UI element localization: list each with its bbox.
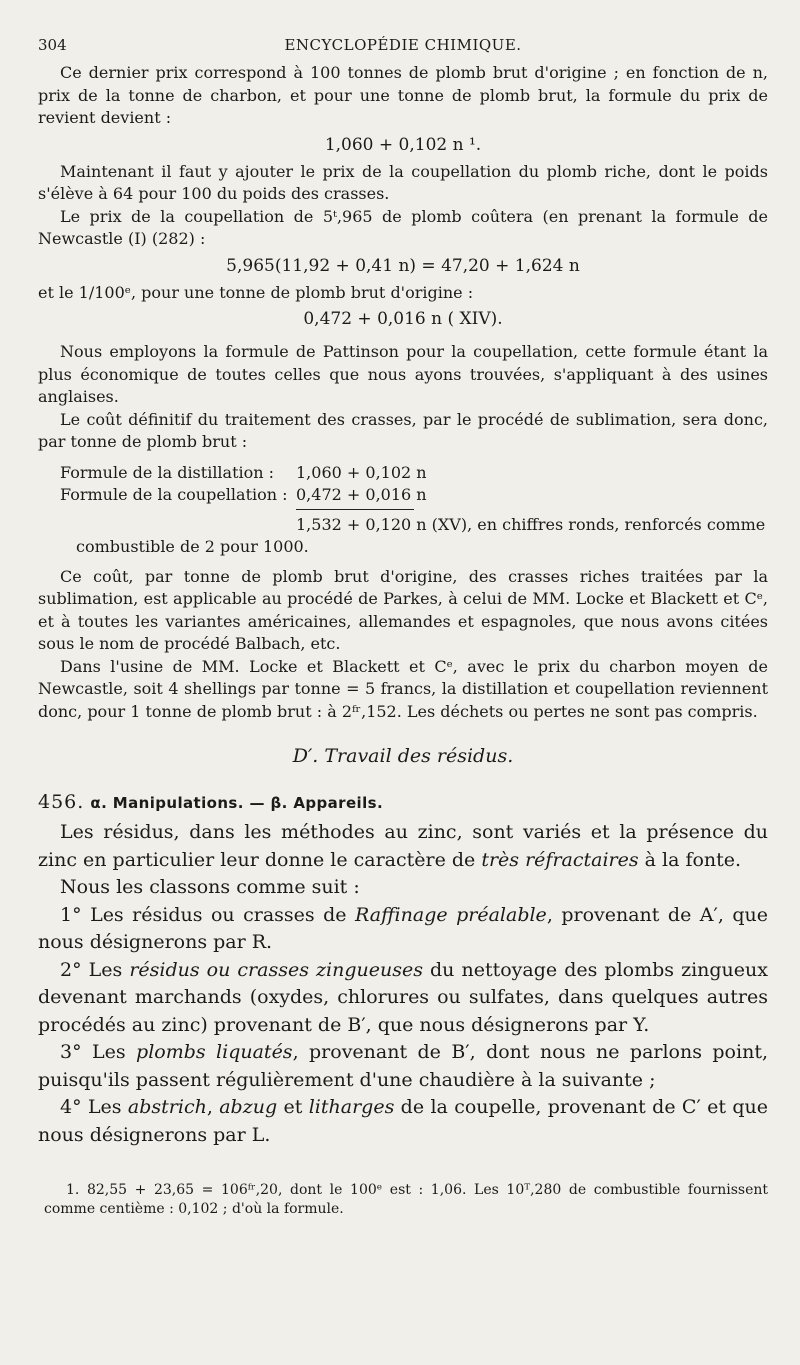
paragraph-5: Nous employons la formule de Pattinson pour la coupellation, cette formule étant la plus économique de toutes celles que nous ayons trouvées, s'appliquant à des usines anglaises. <box>38 342 768 406</box>
paragraph-7: Ce coût, par tonne de plomb brut d'origine, des crasses riches traitées par la sublimation, est applicable au procédé de Parkes, à celui de MM. Locke et Blackett et Cᵉ, et à toutes les variantes américaines, allemandes et espagnoles, que nous avons citées sous le nom de procédé Balbach, etc. <box>38 566 768 653</box>
paragraph-6: Le coût définitif du traitement des crasses, par le procédé de sublimation, sera donc, par tonne de plomb brut : <box>38 409 768 451</box>
sum-rule <box>296 509 414 510</box>
running-header <box>38 36 768 62</box>
cost-summary <box>60 462 768 506</box>
summary-label: Formule de la coupellation : <box>60 484 288 504</box>
paragraph-residus: Les résidus, dans les méthodes au zinc, sont variés et la présence du zinc en particulier leur donne le caractère de très réfractaires à la fonte. <box>38 821 768 871</box>
article-heading <box>38 789 768 817</box>
summary-total-continued: combustible de 2 pour 1000. <box>76 536 309 556</box>
formula-1: 1,060 + 0,102 n ¹. <box>324 134 482 155</box>
summary-value: 0,472 + 0,016 n <box>296 484 427 504</box>
paragraph-classification: Nous les classons comme suit : <box>60 876 360 898</box>
residus-section <box>38 789 768 1149</box>
formula-2: 5,965(11,92 + 0,41 n) = 47,20 + 1,624 n <box>226 255 580 276</box>
list-item-1: 1° Les résidus ou crasses de Raffinage préalable, provenant de A′, que nous désignerons par R. <box>38 903 769 953</box>
running-title: ENCYCLOPÉDIE CHIMIQUE. <box>284 36 522 54</box>
list-item-2: 2° Les résidus ou crasses zingueuses du nettoyage des plombs zingueux devenant marchands (oxydes, chlorures ou sulfates, dans quelques autres procédés au zinc) provenant de B′, que nous désignerons par Y. <box>38 958 768 1036</box>
summary-label: Formule de la distillation : <box>60 462 275 482</box>
summary-total: 1,532 + 0,120 n (XV), en chiffres ronds, renforcés comme <box>296 514 766 534</box>
paragraph-3: Le prix de la coupellation de 5ᵗ,965 de plomb coûtera (en prenant la formule de Newcastle (I) (282) : <box>38 206 768 248</box>
paragraph-2: Maintenant il faut y ajouter le prix de la coupellation du plomb riche, dont le poids s'élève à 64 pour 100 du poids des crasses. <box>38 161 768 203</box>
article-title: α. Manipulations. — β. Appareils. <box>90 794 384 812</box>
footnote-text: 1. 82,55 + 23,65 = 106ᶠʳ,20, dont le 100ᵉ est : 1,06. Les 10ᵀ,280 de combustible fournissent comme centième : 0,102 ; d'où la formule. <box>44 1182 768 1217</box>
page-number: 304 <box>38 36 67 54</box>
footnote <box>38 1181 768 1219</box>
summary-row-distillation <box>60 462 768 484</box>
list-item-3: 3° Les plombs liquatés, provenant de B′, dont nous ne parlons point, puisqu'ils passent régulièrement d'une chaudière à la suivante ; <box>38 1041 768 1091</box>
paragraph-4: et le 1/100ᵉ, pour une tonne de plomb brut d'origine : <box>38 282 474 302</box>
section-title: D′. Travail des résidus. <box>292 745 514 767</box>
paragraph-8: Dans l'usine de MM. Locke et Blackett et Cᵉ, avec le prix du charbon moyen de Newcastle, soit 4 shellings par tonne = 5 francs, la distillation et coupellation reviennent donc, pour 1 tonne de plomb brut : à 2ᶠʳ,152. Les déchets ou pertes ne sont pas compris. <box>38 656 768 721</box>
summary-row-coupellation <box>60 484 768 506</box>
article-number: 456. <box>38 791 85 813</box>
paragraph-1: Ce dernier prix correspond à 100 tonnes de plomb brut d'origine ; en fonction de n, prix de la tonne de charbon, et pour une tonne de plomb brut, la formule du prix de revient devient : <box>38 63 768 127</box>
formula-3: 0,472 + 0,016 n ( XIV). <box>303 309 503 329</box>
summary-value: 1,060 + 0,102 n <box>296 462 427 482</box>
list-item-4: 4° Les abstrich, abzug et litharges de la coupelle, provenant de C′ et que nous désignerons par L. <box>38 1096 768 1146</box>
